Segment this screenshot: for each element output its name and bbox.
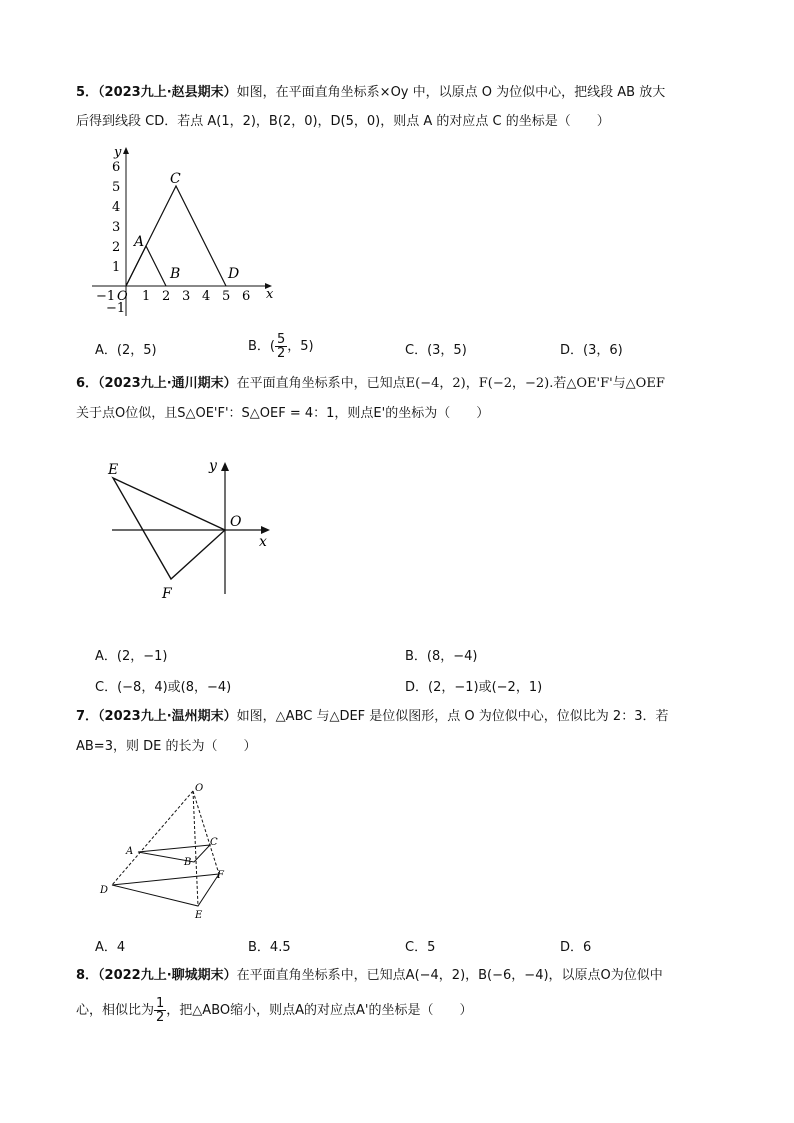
q7-point-e-label: E xyxy=(195,910,203,921)
q7-option-c[interactable]: C．5 xyxy=(405,940,436,955)
q7-triangle-def xyxy=(112,874,219,906)
q5-x-tick: 6 xyxy=(242,289,251,304)
q7-point-f-label: F xyxy=(217,870,224,881)
q6-line-1 xyxy=(76,375,665,393)
q7-point-d-label: D xyxy=(100,885,109,896)
q6-option-d[interactable]: D．(2，−1)或(−2，1) xyxy=(405,680,543,695)
q5-axis-x-label: x xyxy=(266,287,274,302)
q5-option-b-prefix: B．( xyxy=(248,339,275,354)
q6-text-1: 在平面直角坐标系中，已知点E(−4，2)，F(−2，−2).若△OE'F'与△OEF xyxy=(236,376,665,391)
q5-point-c-label: C xyxy=(170,171,181,187)
q7-option-b[interactable]: B．4.5 xyxy=(248,940,291,955)
q5-y-tick: 5 xyxy=(112,180,121,195)
q5-x-tick: −1 xyxy=(96,289,116,304)
q5-y-tick: −1 xyxy=(106,301,126,316)
q5-text-1: 如图，在平面直角坐标系×Oy 中，以原点 O 为位似中心，把线段 AB 放大 xyxy=(236,85,666,100)
q8-text-1: 在平面直角坐标系中，已知点A(−4，2)，B(−6，−4)，以原点O为位似中 xyxy=(236,968,663,983)
q6-point-e-label: E xyxy=(108,462,119,478)
q7-figure xyxy=(92,778,242,923)
q5-y-tick: 2 xyxy=(112,240,121,255)
q8-number: 8． xyxy=(76,968,99,983)
q7-point-a-label: A xyxy=(126,846,134,857)
q5-x-tick: 2 xyxy=(162,289,171,304)
q5-axis-y-label: y xyxy=(114,145,122,160)
q5-option-c[interactable]: C．(3，5) xyxy=(405,343,467,358)
q8-text-2-prefix: 心，相似比为 xyxy=(76,1003,155,1018)
q7-option-d[interactable]: D．6 xyxy=(560,940,592,955)
q5-y-tick: 3 xyxy=(112,220,121,235)
q7-ray-oe xyxy=(193,791,198,906)
q5-y-tick: 4 xyxy=(112,200,121,215)
q6-triangle-oef xyxy=(113,478,225,579)
q7-source: （2023九上·温州期末） xyxy=(98,709,237,724)
q5-line-1 xyxy=(76,84,665,102)
q5-source: （2023九上·赵县期末） xyxy=(98,85,237,100)
q5-x-tick: 3 xyxy=(182,289,191,304)
q8-fraction-denominator: 2 xyxy=(156,1010,165,1025)
q6-y-arrow-icon xyxy=(221,462,229,471)
q7-number: 7． xyxy=(76,709,99,724)
q7-line-1 xyxy=(76,708,668,726)
q8-line-2 xyxy=(76,994,472,1028)
q5-segment-oab xyxy=(126,246,166,286)
q5-y-tick: 6 xyxy=(112,160,121,175)
q6-x-arrow-icon xyxy=(261,526,270,534)
q5-option-b-numerator: 5 xyxy=(277,332,286,347)
q5-origin-label: O xyxy=(117,289,128,304)
q5-x-tick: 1 xyxy=(142,289,151,304)
q6-text-2: 关于点O位似，且S△OE'F'：S△OEF = 4：1，则点E'的坐标为（ ） xyxy=(76,406,490,421)
q6-point-f-label: F xyxy=(162,586,172,602)
q8-line-1 xyxy=(76,967,663,985)
q5-text-2: 后得到线段 CD．若点 A(1，2)，B(2，0)，D(5，0)，则点 A 的对应点 C 的坐标是（ ） xyxy=(76,114,610,129)
q7-line-2 xyxy=(76,738,256,756)
q5-line-2 xyxy=(76,113,610,131)
q5-point-d-label: D xyxy=(228,266,240,282)
q5-number: 5． xyxy=(76,85,99,100)
q5-option-b-suffix: ，5) xyxy=(287,339,314,354)
q8-fraction xyxy=(154,997,166,1024)
q5-x-tick: 4 xyxy=(202,289,211,304)
q5-point-b-label: B xyxy=(170,266,181,282)
q5-option-a[interactable]: A．(2，5) xyxy=(95,343,157,358)
q6-option-b[interactable]: B．(8，−4) xyxy=(405,649,478,664)
q8-source: （2022九上·聊城期末） xyxy=(98,968,237,983)
q5-figure xyxy=(88,140,283,320)
q7-text-1: 如图，△ABC 与△DEF 是位似图形，点 O 为位似中心，位似比为 2：3．若 xyxy=(236,709,669,724)
q5-option-b[interactable] xyxy=(248,330,314,364)
q8-fraction-numerator: 1 xyxy=(156,996,165,1011)
q6-axis-x-label: x xyxy=(259,534,267,550)
q7-text-2: AB=3，则 DE 的长为（ ） xyxy=(76,739,257,754)
q7-point-b-label: B xyxy=(184,857,192,868)
q5-option-d[interactable]: D．(3，6) xyxy=(560,343,623,358)
q7-point-o-label: O xyxy=(195,783,204,794)
q5-y-arrow-icon xyxy=(123,147,129,154)
q6-figure xyxy=(104,452,284,602)
q6-source: （2023九上·通川期末） xyxy=(98,376,237,391)
q6-option-a[interactable]: A．(2，−1) xyxy=(95,649,168,664)
q5-point-a-label: A xyxy=(134,234,145,250)
q6-number: 6． xyxy=(76,376,99,391)
q6-origin-label: O xyxy=(230,514,242,530)
q7-triangle-abc xyxy=(138,845,210,862)
q5-option-b-denominator: 2 xyxy=(277,346,286,361)
q6-axis-y-label: y xyxy=(209,458,217,474)
q7-ray-od xyxy=(112,791,193,885)
q6-line-2 xyxy=(76,405,489,423)
q7-point-c-label: C xyxy=(210,837,218,848)
q7-option-a[interactable]: A．4 xyxy=(95,940,126,955)
q5-option-b-fraction xyxy=(275,333,287,360)
q8-text-2-suffix: ，把△ABO缩小，则点A的对应点A'的坐标是（ ） xyxy=(166,1003,473,1018)
q6-option-c[interactable]: C．(−8，4)或(8，−4) xyxy=(95,680,232,695)
q5-y-tick: 1 xyxy=(112,260,121,275)
q5-x-tick: 5 xyxy=(222,289,231,304)
q7-ray-of xyxy=(193,791,219,874)
